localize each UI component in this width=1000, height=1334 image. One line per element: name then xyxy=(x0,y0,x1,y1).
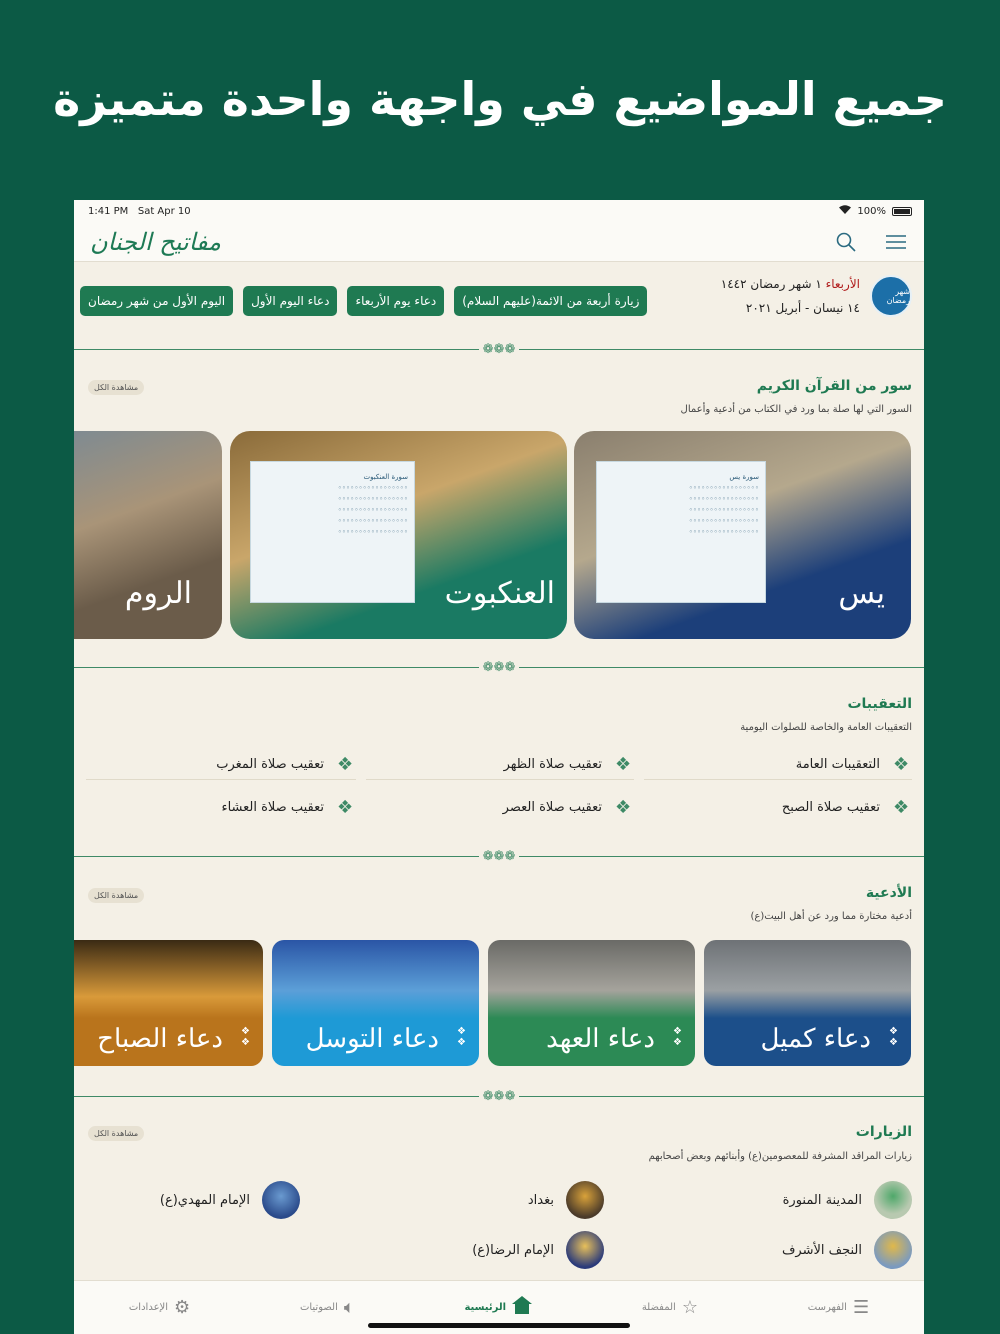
taqib-item[interactable]: ❖ تعقيب صلاة الصبح xyxy=(644,792,912,822)
chip-first-day[interactable]: اليوم الأول من شهر رمضان xyxy=(80,286,233,316)
status-bar xyxy=(74,200,924,222)
ornament-icon: ❖ xyxy=(892,796,910,818)
home-indicator[interactable] xyxy=(368,1323,630,1328)
tab-settings[interactable]: ⚙ الإعدادات xyxy=(128,1297,191,1318)
gear-icon: ⚙ xyxy=(174,1297,191,1318)
shrine-thumbnail xyxy=(566,1181,604,1219)
ornament-icon: ❖ xyxy=(336,796,354,818)
status-time: 1:41 PM xyxy=(88,205,129,217)
surah-page-image: سورة يس ◦◦◦◦◦◦◦◦◦◦◦◦◦◦◦◦◦ ◦◦◦◦◦◦◦◦◦◦◦◦◦◦◦◦◦ ◦◦◦◦◦◦◦◦◦◦◦◦◦◦◦◦◦ ◦◦◦◦◦◦◦◦◦◦◦◦◦◦◦◦◦ ◦◦◦◦◦◦◦◦◦◦◦◦◦◦◦◦◦ xyxy=(596,461,766,603)
dua-card-ahd[interactable]: دعاء العهد ❖ ❖ xyxy=(488,940,695,1066)
surah-card-ankabut[interactable] xyxy=(230,431,567,639)
ornament-divider: ❁❁❁ xyxy=(74,341,924,357)
menu-icon[interactable] xyxy=(884,230,908,254)
taqib-item[interactable]: ❖ تعقيب صلاة العشاء xyxy=(86,792,356,822)
ramadan-badge-icon: شهر رمضان xyxy=(870,275,912,317)
ziyara-item[interactable]: المدينة المنورة xyxy=(783,1180,912,1220)
battery-icon xyxy=(892,207,912,216)
surah-card-rum[interactable] xyxy=(74,431,222,639)
tab-index[interactable]: ☰ الفهرست xyxy=(807,1297,870,1318)
duas-see-all-button[interactable]: مشاهدة الكل xyxy=(88,888,144,903)
quick-chips xyxy=(80,286,647,316)
taqib-item[interactable]: ❖ تعقيب صلاة الظهر xyxy=(366,750,634,780)
dua-card-label: دعاء الصباح xyxy=(97,1024,223,1054)
shrine-thumbnail xyxy=(566,1231,604,1269)
ziyara-item[interactable]: بغداد xyxy=(528,1180,604,1220)
tab-audio[interactable]: 🔈︎ الصوتيات xyxy=(299,1297,355,1318)
search-icon[interactable] xyxy=(834,230,858,254)
chip-first-day-dua[interactable]: دعاء اليوم الأول xyxy=(243,286,337,316)
taqibat-section-subtitle: التعقيبات العامة والخاصة للصلوات اليومية xyxy=(740,722,912,733)
ornament-icon: ❖ xyxy=(892,754,910,775)
star-icon: ☆ xyxy=(681,1297,698,1318)
ziyara-item[interactable]: الإمام الرضا(ع) xyxy=(472,1230,604,1270)
ornament-icon: ❖ xyxy=(336,754,354,775)
battery-percent: 100% xyxy=(857,205,886,217)
dua-card-kumayl[interactable]: دعاء كميل ❖ ❖ xyxy=(704,940,911,1066)
dua-card-sabah[interactable]: دعاء الصباح ❖ ❖ xyxy=(74,940,263,1066)
taqib-item[interactable]: ❖ تعقيب صلاة المغرب xyxy=(86,750,356,780)
ziyarat-section-subtitle: زيارات المراقد المشرفة للمعصومين(ع) وأبنائهم وبعض أصحابهم xyxy=(648,1151,912,1162)
chip-imams-ziyara[interactable]: زيارة أربعة من الائمة(عليهم السلام) xyxy=(454,286,647,316)
gregorian-date: ١٤ نيسان - أبريل ٢٠٢١ xyxy=(745,301,860,315)
shrine-thumbnail xyxy=(874,1181,912,1219)
quran-section-subtitle: السور التي لها صلة بما ورد في الكتاب من أدعية وأعمال xyxy=(680,404,912,415)
ziyarat-section-title: الزيارات xyxy=(855,1124,912,1140)
hijri-date: ١ شهر رمضان ١٤٤٢ xyxy=(720,277,822,291)
quran-section-title: سور من القرآن الكريم xyxy=(756,378,912,394)
app-header xyxy=(74,222,924,262)
home-icon xyxy=(512,1296,532,1319)
weekday: الأربعاء xyxy=(825,277,860,291)
taqib-item[interactable]: ❖ تعقيب صلاة العصر xyxy=(366,792,634,822)
ziyarat-see-all-button[interactable]: مشاهدة الكل xyxy=(88,1126,144,1141)
duas-section-subtitle: أدعية مختارة مما ورد عن أهل البيت(ع) xyxy=(750,911,912,922)
ziyara-item[interactable]: النجف الأشرف xyxy=(782,1230,912,1270)
ziyara-item[interactable]: الإمام المهدي(ع) xyxy=(160,1180,300,1220)
taqib-item[interactable]: ❖ التعقيبات العامة xyxy=(644,750,912,780)
dua-card-label: دعاء التوسل xyxy=(305,1024,439,1054)
surah-page-image: سورة العنكبوت ◦◦◦◦◦◦◦◦◦◦◦◦◦◦◦◦◦ ◦◦◦◦◦◦◦◦◦◦◦◦◦◦◦◦◦ ◦◦◦◦◦◦◦◦◦◦◦◦◦◦◦◦◦ ◦◦◦◦◦◦◦◦◦◦◦◦◦◦◦◦◦ ◦◦◦◦◦◦◦◦◦◦◦◦◦◦◦◦◦ xyxy=(250,461,415,603)
duas-section-title: الأدعية xyxy=(865,885,912,901)
tab-favorites[interactable]: ☆ المفضلة xyxy=(641,1297,698,1318)
date-block xyxy=(721,272,912,320)
wifi-icon xyxy=(839,205,851,217)
chip-wednesday-dua[interactable]: دعاء يوم الأربعاء xyxy=(347,286,444,316)
ipad-screen xyxy=(74,200,924,1334)
ornament-icon: ❖ xyxy=(614,796,632,818)
dua-card-label: دعاء كميل xyxy=(760,1024,871,1054)
dua-card-tawassul[interactable]: دعاء التوسل ❖ ❖ xyxy=(272,940,479,1066)
ornament-icon: ❖ xyxy=(614,754,632,775)
surah-card-label: الروم xyxy=(124,576,192,611)
ornament-divider: ❁❁❁ xyxy=(74,1088,924,1104)
quran-see-all-button[interactable]: مشاهدة الكل xyxy=(88,380,144,395)
taqibat-section-title: التعقيبات xyxy=(847,696,912,712)
status-date: Sat Apr 10 xyxy=(137,205,191,217)
list-icon: ☰ xyxy=(852,1297,870,1318)
surah-card-label: العنكبوت xyxy=(444,576,555,611)
app-logo: مفاتيح الجنان xyxy=(90,227,222,256)
surah-card-label: يس xyxy=(838,576,885,611)
speaker-icon: 🔈︎ xyxy=(343,1297,355,1318)
dua-card-label: دعاء العهد xyxy=(546,1024,655,1054)
shrine-thumbnail xyxy=(874,1231,912,1269)
surah-card-yasin[interactable] xyxy=(574,431,911,639)
tab-home[interactable]: الرئيسية xyxy=(464,1296,532,1319)
promo-headline: جميع المواضيع في واجهة واحدة متميزة xyxy=(53,72,947,126)
shrine-thumbnail xyxy=(262,1181,300,1219)
ornament-divider: ❁❁❁ xyxy=(74,848,924,864)
ornament-divider: ❁❁❁ xyxy=(74,659,924,675)
